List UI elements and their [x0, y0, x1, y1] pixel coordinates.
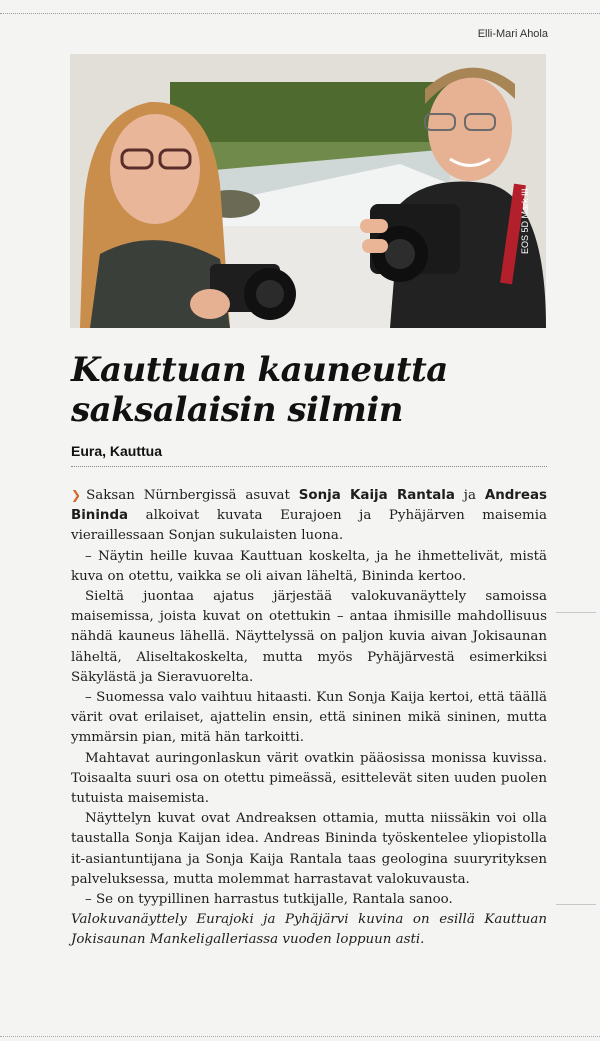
- article-photo: [70, 54, 546, 328]
- location-tag: Eura, Kauttua: [71, 443, 163, 459]
- paragraph-2: – Näytin heille kuvaa Kauttuan koskelta, ja he ihmettelivät, mistä kuva on otettu, vaikka se oli aivan läheltä, Bininda kertoo.: [71, 548, 547, 584]
- photo-illustration: [70, 54, 546, 328]
- bottom-dotted-rule: [0, 1036, 600, 1037]
- person-name: Sonja Kaija Rantala: [298, 488, 455, 503]
- paragraph-3: Sieltä juontaa ajatus järjestää valokuvanäyttely samoissa maisemissa, joista kuvat on otettukin – antaa ihmisille mahdollisuus nähdä kauneus lähellä. Näyttelyssä on paljon kuvia aivan Jokisaunan läheltä, Aliseltakoskelta, mutta myös Pyhäjärvestä esimerkiksi Säkylästä ja Sieravuorelta.: [71, 589, 547, 685]
- exhibition-note: Valokuvanäyttely Eurajoki ja Pyhäjärvi kuvina on esillä Kauttuan Jokisaunan Mankeligalleriassa vuoden loppuun asti.: [71, 912, 547, 948]
- top-dotted-rule: [0, 13, 600, 14]
- article-body: [71, 485, 547, 951]
- chevron-right-icon: ❯: [71, 488, 82, 502]
- paragraph-6: Näyttelyn kuvat ovat Andreaksen ottamia, mutta niissäkin voi olla taustalla Sonja Kaijan idea. Andreas Bininda työskentelee yliopistolla it-asiantuntijana ja Sonja Kaija Rantala taas geologina suuryrityksen palveluksessa, mutta molemmat harrastavat valokuvausta.: [71, 811, 547, 887]
- person-name: Andreas Bininda: [71, 488, 548, 524]
- paragraph-5: Mahtavat auringonlaskun värit ovatkin pääosissa monissa kuvissa. Toisaalta suuri osa on otettu pimeässä, esittelevät siten uuden puolen tutuista maisemista.: [71, 750, 547, 807]
- headline: [71, 350, 541, 430]
- headline-line-1: Kauttuan kauneutta: [71, 350, 448, 390]
- margin-mark: [556, 612, 596, 613]
- camera-label: EOS 5D Mark III: [520, 188, 530, 254]
- dotted-separator: [71, 466, 547, 467]
- photo-byline: Elli-Mari Ahola: [477, 28, 548, 40]
- paragraph-1: ❯ Saksan Nürnbergissä asuvat Sonja Kaija Rantala ja Andreas Bininda alkoivat kuvata Eurajoen ja Pyhäjärven maisemia vieraillessaan Sonjan sukulaisten luona.: [71, 485, 547, 547]
- paragraph-7: – Se on tyypillinen harrastus tutkijalle, Rantala sanoo.: [85, 892, 453, 908]
- margin-mark: [556, 904, 596, 905]
- paragraph-4: – Suomessa valo vaihtuu hitaasti. Kun Sonja Kaija kertoi, että täällä värit ovat erilaiset, ajattelin ensin, että sininen mikä sininen, mutta ymmärsin pian, mitä hän tarkoitti.: [71, 690, 547, 746]
- headline-line-2: saksalaisin silmin: [71, 390, 403, 430]
